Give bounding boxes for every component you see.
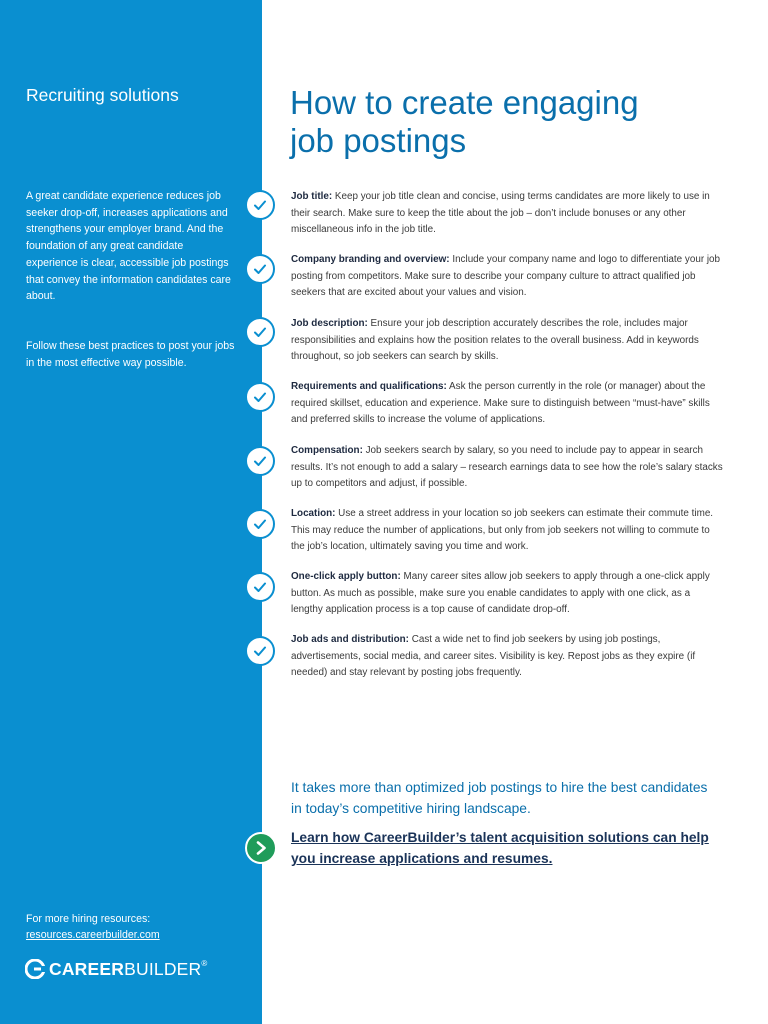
list-item-company-branding: [291, 252, 723, 302]
check-icon: [245, 446, 275, 476]
closing-statement: It takes more than optimized job postings to hire the best candidates in today’s competitive hiring landscape.: [291, 780, 708, 816]
sidebar-title: Recruiting solutions: [26, 85, 179, 105]
careerbuilder-logo: [25, 958, 225, 980]
item-label: Job description:: [291, 318, 368, 329]
item-label: Location:: [291, 508, 336, 519]
sidebar: [0, 0, 262, 1024]
logo-wordmark: CAREERBUILDER®: [49, 958, 208, 979]
sidebar-intro-paragraph: A great candidate experience reduces job seeker drop-off, increases applications and strengthens your employer brand. And the foundation of any great candidate experience is clear, accessible job postings that convey the information candidates care about.: [26, 190, 231, 303]
list-item-one-click-apply: [291, 569, 723, 619]
item-label: Job ads and distribution:: [291, 634, 409, 645]
footer-label: For more hiring resources:: [26, 913, 151, 925]
item-label: Requirements and qualifications:: [291, 381, 447, 392]
cta-link[interactable]: Learn how CareerBuilder’s talent acquisition solutions can help you increase applications and resumes.: [291, 830, 709, 866]
item-text: Job seekers search by salary, so you need to include pay to appear in search results. It’s not enough to add a salary – research earnings data to see how the role’s salary stacks up to competitors and adjust, if possible.: [291, 445, 723, 489]
resources-link[interactable]: resources.careerbuilder.com: [26, 929, 160, 941]
check-icon: [245, 572, 275, 602]
item-label: Company branding and overview:: [291, 254, 450, 265]
item-text: Keep your job title clean and concise, using terms candidates are more likely to use in their search. Make sure to keep the title about the job – don’t include bonuses or any other miscellaneous info in the job title.: [291, 191, 710, 235]
check-icon: [245, 190, 275, 220]
cta-arrow-button[interactable]: [245, 832, 277, 864]
item-label: One-click apply button:: [291, 571, 401, 582]
check-icon: [245, 254, 275, 284]
registered-mark: ®: [201, 958, 208, 968]
item-label: Job title:: [291, 191, 333, 202]
item-text: Cast a wide net to find job seekers by using job postings, advertisements, social media, and career sites. Visibility is key. Repost jobs as they expire (if needed) and stay relevant by posting jobs frequently.: [291, 634, 696, 678]
item-text: Ensure your job description accurately describes the role, includes major responsibilities and explains how the position relates to the overall business. Add in keywords throughout, so job seekers can search by skills.: [291, 318, 699, 362]
chevron-right-icon: [253, 840, 269, 856]
careerbuilder-logo-icon: [25, 959, 45, 979]
list-item-requirements: [291, 379, 723, 429]
list-item-job-title: [291, 189, 723, 239]
sidebar-follow-paragraph: Follow these best practices to post your jobs in the most effective way possible.: [26, 340, 235, 369]
check-icon: [245, 317, 275, 347]
page-title: How to create engaging job postings: [290, 84, 639, 159]
list-item-location: [291, 506, 723, 556]
item-text: Use a street address in your location so job seekers can estimate their commute time. This may reduce the number of applications, but only from job seekers not willing to commute to the job’s location, ultimately saving you time and work.: [291, 508, 714, 552]
check-icon: [245, 636, 275, 666]
list-item-job-ads: [291, 632, 723, 682]
list-item-job-description: [291, 316, 723, 366]
check-icon: [245, 382, 275, 412]
list-item-compensation: [291, 443, 723, 493]
item-text: Many career sites allow job seekers to apply through a one-click apply button. As much as possible, make sure you enable candidates to apply with one click, as a lengthy application process is a top cause of candidate drop-off.: [291, 571, 710, 615]
item-label: Compensation:: [291, 445, 363, 456]
check-icon: [245, 509, 275, 539]
item-text: Ask the person currently in the role (or manager) about the required skillset, education and experience. Make sure to distinguish between “must-have” skills and preferred skills to increase the volume of applications.: [291, 381, 710, 425]
item-text: Include your company name and logo to differentiate your job posting from competitors. Make sure to describe your company culture to attract qualified job seekers that are excited about your values and vision.: [291, 254, 721, 298]
